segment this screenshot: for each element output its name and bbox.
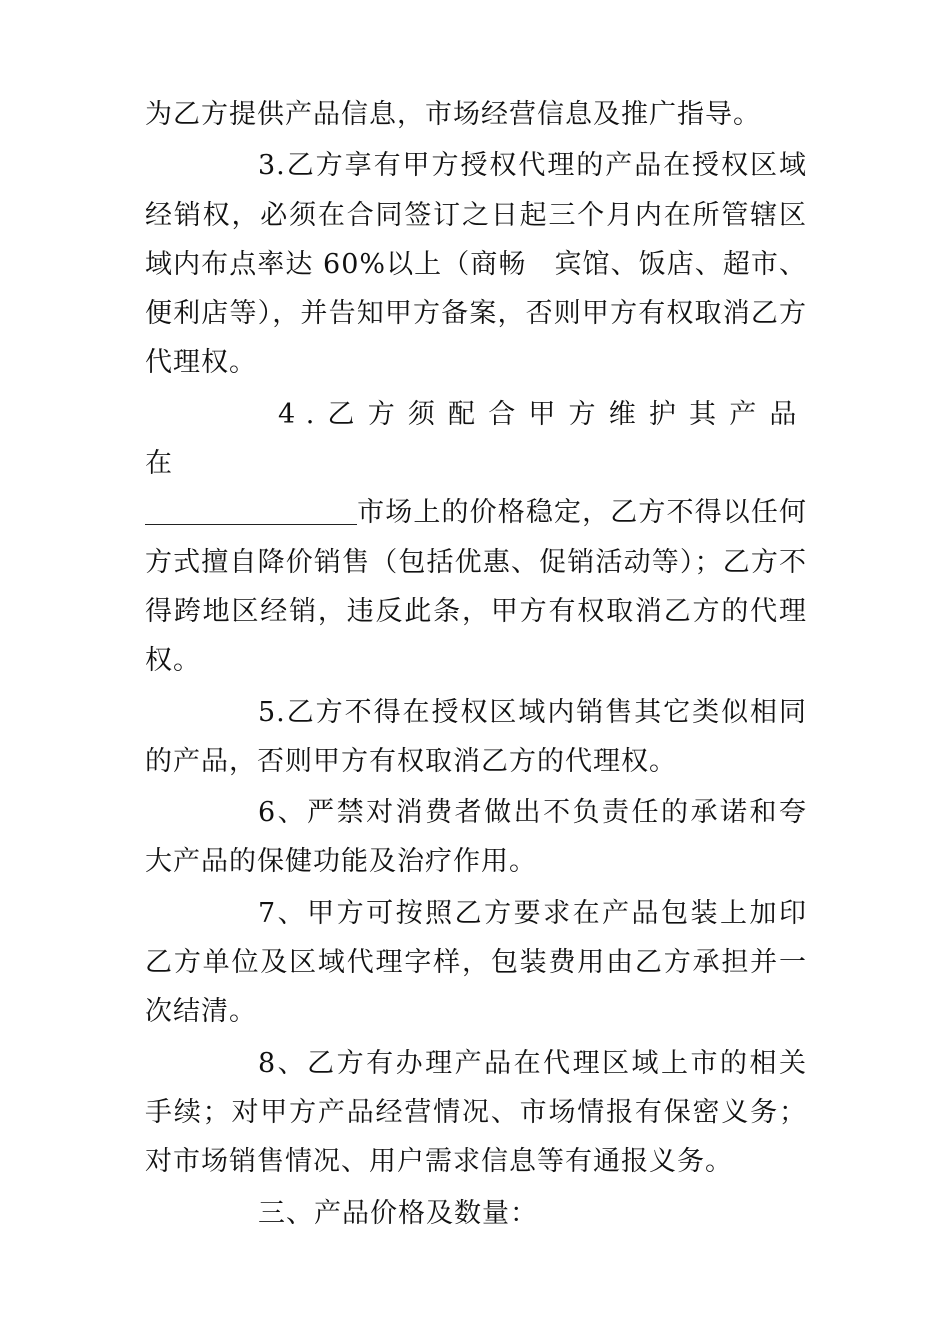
clause-4-lead: 4.乙方须配合甲方维护其产品在	[145, 398, 807, 480]
paragraph-clause-5: 5.乙方不得在授权区域内销售其它类似相同的产品，否则甲方有权取消乙方的代理权。	[145, 696, 807, 777]
section-heading-price-quantity: 三、产品价格及数量：	[258, 1197, 538, 1229]
paragraph-clause-8: 8、乙方有办理产品在代理区域上市的相关手续；对甲方产品经营情况、市场情报有保密义务；对市场销售情况、用户需求信息等有通报义务。	[145, 1047, 807, 1178]
paragraph-clause-7: 7、甲方可按照乙方要求在产品包装上加印乙方单位及区域代理字样，包装费用由乙方承担并一次结清。	[145, 897, 807, 1028]
paragraph-continued: 为乙方提供产品信息，市场经营信息及推广指导。	[145, 99, 761, 130]
fill-in-blank-market[interactable]	[145, 494, 357, 525]
document-body	[145, 90, 807, 1238]
paragraph-clause-4	[145, 390, 807, 686]
paragraph-clause-3: 3.乙方享有甲方授权代理的产品在授权区域经销权，必须在合同签订之日起三个月内在所管辖区域内布点率达 60%以上（商畅 宾馆、饭店、超市、便利店等），并告知甲方备案，否则甲方有权取消乙方代理权。	[145, 150, 807, 379]
clause-4-rest: 市场上的价格稳定，乙方不得以任何方式擅自降价销售（包括优惠、促销活动等）；乙方不得跨地区经销，违反此条，甲方有权取消乙方的代理权。	[145, 497, 807, 677]
paragraph-clause-6: 6、严禁对消费者做出不负责任的承诺和夸大产品的保健功能及治疗作用。	[145, 797, 807, 878]
